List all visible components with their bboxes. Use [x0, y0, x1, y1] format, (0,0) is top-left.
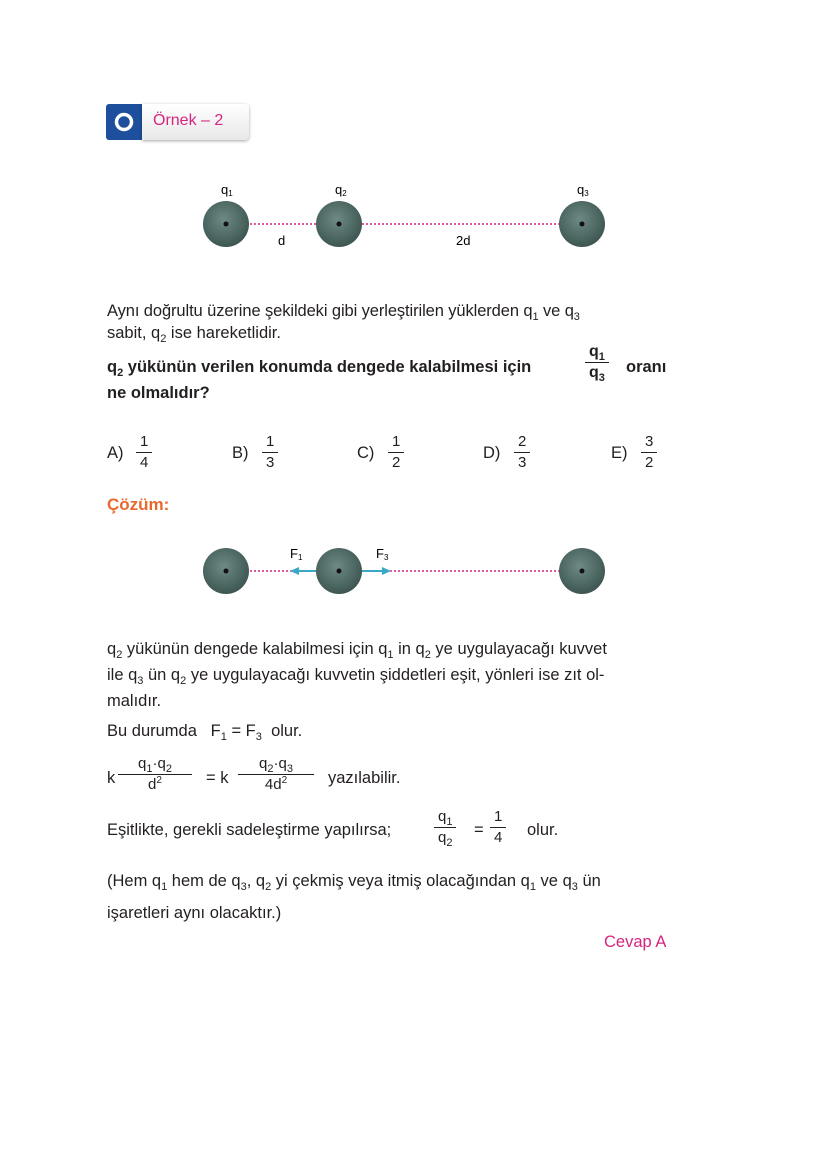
eq-middle: = k	[206, 769, 229, 787]
question-bold-line-1: $q_2$ yükünün verilen konumda dengede kalabilmesi için	[107, 358, 532, 379]
charge-q1-sol	[203, 548, 249, 594]
eq-after: yazılabilir.	[328, 769, 401, 787]
charge-q2	[316, 201, 362, 247]
header-label: Örnek – 2	[153, 112, 224, 129]
eq-fraction-right: $\frac{q_2\cdot q_3}{4d^2}$	[238, 755, 314, 794]
solution-line-1: $q_2$ yükünün dengede kalabilmesi için $q_1$ in $q_2$ ye uygulayacağı kuvvet	[107, 640, 607, 661]
solution-line-3: malıdır.	[107, 692, 162, 710]
question-bold-line-2: ne olmalıdır?	[107, 384, 210, 402]
simplification-text: Eşitlikte, gerekli sadeleştirme yapılırsa;	[107, 821, 392, 839]
charge-q1	[203, 201, 249, 247]
charge-q3	[559, 201, 605, 247]
eq-k-left: k	[107, 769, 116, 787]
label-2d: 2d	[456, 233, 471, 248]
question-bold-ratio: oranı	[626, 358, 667, 376]
ratio-fraction: $\frac{q_1}{q_3}$	[585, 343, 609, 382]
figure-forces	[180, 540, 640, 610]
label-d: d	[278, 233, 286, 248]
option-c[interactable]: C)	[357, 444, 375, 462]
note-line-1: (Hem $q_1$ hem de $q_3$, $q_2$ yi çekmiş veya itmiş olacağından $q_1$ ve $q_3$ ün	[107, 872, 601, 893]
simplified-ratio: $\frac{q_1}{q_2}$	[434, 808, 456, 847]
header-icon-box	[106, 104, 142, 140]
label-f1: F1	[290, 546, 303, 562]
option-c-fraction: $\frac{1}{2}$	[388, 433, 404, 472]
option-b-fraction: $\frac{1}{3}$	[262, 433, 278, 472]
solution-condition: Bu durumda $F_1 = F_3$ olur.	[107, 722, 303, 743]
example-header	[106, 104, 249, 140]
label-q1: q1	[221, 182, 233, 198]
charge-q3-sol	[559, 548, 605, 594]
option-d[interactable]: D)	[483, 444, 501, 462]
simplified-value: $\frac{1}{4}$	[490, 808, 506, 847]
option-a[interactable]: A)	[107, 444, 124, 462]
solution-title: Çözüm:	[107, 495, 170, 514]
simplified-equals: =	[474, 821, 484, 839]
option-a-fraction: $\frac{1}{4}$	[136, 433, 152, 472]
question-line-2: sabit, $q_2$ ise hareketlidir.	[107, 324, 281, 345]
question-line-1: Aynı doğrultu üzerine şekildeki gibi yerleştirilen yüklerden $q_1$ ve $q_3$	[107, 302, 580, 323]
label-q3: q3	[577, 182, 589, 198]
solution-line-2: ile $q_3$ ün $q_2$ ye uygulayacağı kuvvetin şiddetleri eşit, yönleri ise zıt ol-	[107, 666, 605, 687]
option-b[interactable]: B)	[232, 444, 249, 462]
label-f3: F3	[376, 546, 389, 562]
arrow-f1	[290, 567, 299, 575]
label-q2: q2	[335, 182, 347, 198]
option-e-fraction: $\frac{3}{2}$	[641, 433, 657, 472]
header-label-box	[142, 104, 249, 140]
answer-label: Cevap A	[604, 933, 667, 951]
charge-q2-sol	[316, 548, 362, 594]
figure-charges	[180, 170, 640, 260]
option-d-fraction: $\frac{2}{3}$	[514, 433, 530, 472]
eq-fraction-left: $\frac{q_1\cdot q_2}{d^2}$	[118, 755, 192, 794]
simplified-olur: olur.	[527, 821, 559, 839]
o-ring-icon	[106, 104, 142, 140]
arrow-f3	[382, 567, 391, 575]
option-e[interactable]: E)	[611, 444, 628, 462]
note-line-2: işaretleri aynı olacaktır.)	[107, 904, 282, 922]
